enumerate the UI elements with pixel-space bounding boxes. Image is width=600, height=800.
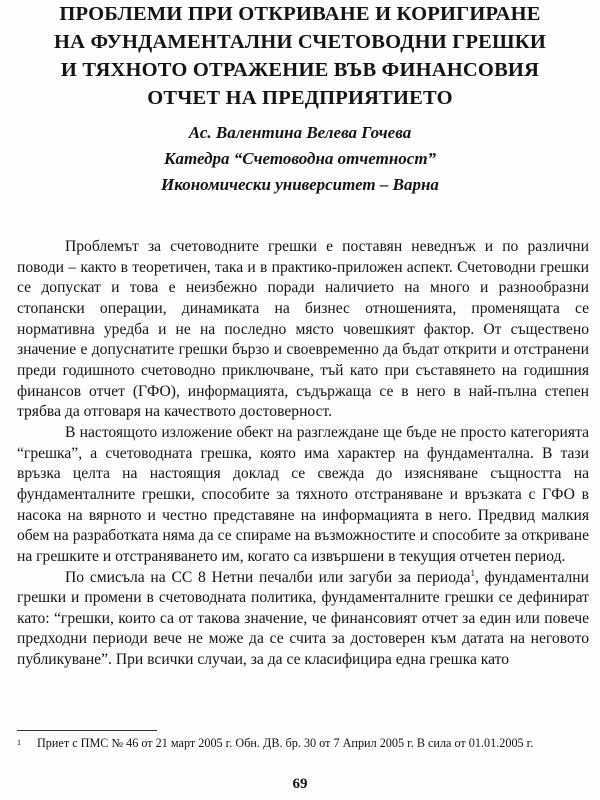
author-name: Ас. Валентина Велева Гочева — [188, 123, 412, 142]
author-department: Катедра “Счетоводна отчетност” — [163, 149, 437, 168]
footnote-mark: 1 — [17, 738, 21, 747]
body-paragraph — [17, 568, 589, 671]
paragraph-text: По смисъла на СС 8 Нетни печалби или загуби за периода — [65, 568, 471, 586]
title-line: И ТЯХНОТО ОТРАЖЕНИЕ ВЪВ ФИНАНСОВИЯ — [60, 59, 540, 81]
article-body — [17, 237, 589, 671]
author-block — [60, 120, 540, 198]
title-line: НА ФУНДАМЕНТАЛНИ СЧЕТОВОДНИ ГРЕШКИ — [54, 31, 546, 53]
title-line: ОТЧЕТ НА ПРЕДПРИЯТИЕТО — [147, 87, 453, 109]
footnote — [17, 735, 589, 751]
body-paragraph: В настоящото изложение обект на разглеждане ще бъде не просто категорията “грешка”, а счетоводната грешка, която има характер на фундаментална. В тази връзка целта на настоящия доклад се свежда до изясняване същността на фундаменталните грешки, способите за тяхното отстраняване и връзката с ГФО в насока на вярното и честно представяне на информацията в него. Предвид малкия обем на разработката няма да се спираме на възможностите и способите за откриване на грешките и отстраняването им, когато са извършени в текущия отчетен период. — [17, 423, 589, 565]
page-number: 69 — [292, 776, 308, 792]
paragraph-text: , фундаментални грешки и промени в счетоводната политика, фундаменталните грешки се дефинират като: “грешки, които са от такова значение, че финансовият отчет за един или повече предходни периоди вече не може да се счита за достоверен към датата на неговото публикуване”. При всички случаи, за да се класифицира една грешка като — [17, 568, 589, 669]
footnote-text: Приет с ПМС № 46 от 21 март 2005 г. Обн. ДВ. бр. 30 от 7 Април 2005 г. В сила от 01.01.2005 г. — [37, 736, 534, 750]
footnote-reference: 1 — [470, 567, 475, 578]
footnote-divider — [17, 730, 157, 731]
body-paragraph: Проблемът за счетоводните грешки е поставян неведнъж и по различни поводи – както в теоретичен, така и в практико-приложен аспект. Счетоводни грешки се допускат и това е неизбежно поради наличието на много и разнообразни стопански операции, динамиката на бизнес отношенията, променящата се нормативна уредба и не на последно място човешкият фактор. От съществено значение е допуснатите грешки бързо и своевременно да бъдат открити и отстранени преди годишното счетоводно приключване, тъй като при съставянето на годишния финансов отчет (ГФО), информацията, съдържаща се в него в най-пълна степен трябва да отговаря на качеството достоверност. — [17, 238, 589, 421]
article-title — [20, 0, 580, 112]
author-university: Икономически университет – Варна — [161, 175, 439, 194]
title-line: ПРОБЛЕМИ ПРИ ОТКРИВАНЕ И КОРИГИРАНЕ — [59, 3, 541, 25]
